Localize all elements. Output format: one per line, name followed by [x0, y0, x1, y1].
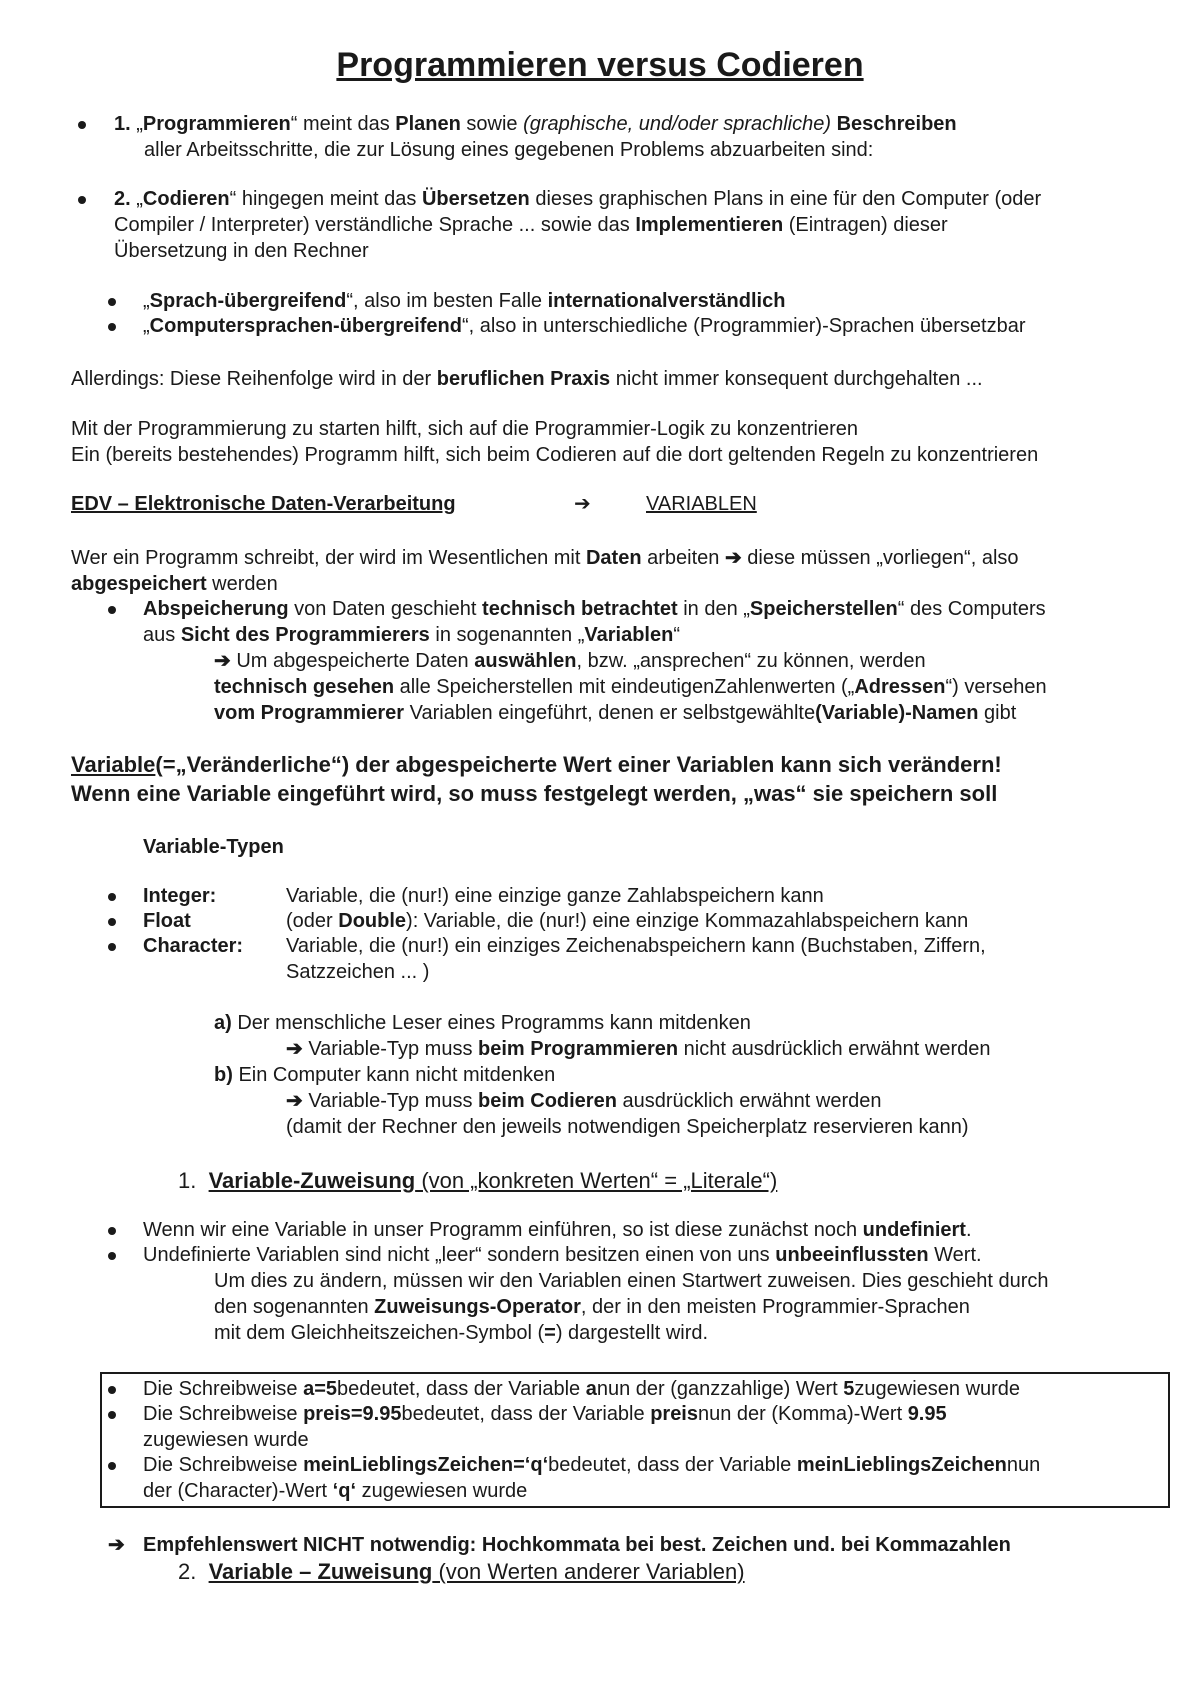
zuweisungs-operator-text: den sogenannten Zuweisungs-Operator, der in den meisten Programmier-Sprachen — [214, 1296, 970, 1318]
type-character-desc-line2: Satzzeichen ... ) — [286, 961, 430, 983]
bullet — [108, 1227, 116, 1235]
bullet — [108, 1386, 116, 1394]
arrow-icon: ➔ — [286, 1038, 303, 1060]
bestehendes-programm-text: Ein (bereits bestehendes) Programm hilft, sich beim Codieren auf die dort geltenden Regeln zu konzentrieren — [71, 444, 1039, 466]
abspeicherung-line2: aus Sicht des Programmierers in sogenannten „Variablen“ — [143, 624, 680, 646]
bullet — [108, 1252, 116, 1260]
variablen-heading: VARIABLEN — [646, 493, 757, 515]
note-b-line2: ➔ Variable-Typ muss beim Codieren ausdrücklich erwähnt werden — [286, 1090, 882, 1112]
undefiniert-text: Wenn wir eine Variable in unser Programm einführen, so ist diese zunächst noch undefiniert. — [143, 1219, 972, 1241]
bullet — [108, 918, 116, 926]
wer-programm-line2: abgespeichert werden — [71, 573, 278, 595]
note-a: a) Der menschliche Leser eines Programms kann mitdenken — [214, 1012, 751, 1034]
abspeicherung-text: Abspeicherung von Daten geschieht technisch betrachtet in den „Speicherstellen“ des Computers — [143, 598, 1046, 620]
wer-programm-text: Wer ein Programm schreibt, der wird im Wesentlichen mit Daten arbeiten ➔ diese müssen „vorliegen“, also — [71, 547, 1019, 569]
allerdings-text: Allerdings: Diese Reihenfolge wird in der beruflichen Praxis nicht immer konsequent durchgehalten ... — [71, 368, 983, 390]
example-integer: Die Schreibweise a=5bedeutet, dass der Variable anun der (ganzzahlige) Wert 5zugewiesen wurde — [143, 1378, 1021, 1400]
variable-types-heading: Variable-Typen — [143, 836, 284, 858]
paragraph-codieren-line3: Übersetzung in den Rechner — [114, 240, 369, 262]
sub-bullet-computersprachen: „Computersprachen-übergreifend“, also in unterschiedliche (Programmier)-Sprachen übersetzbar — [143, 315, 1026, 337]
type-integer-desc: Variable, die (nur!) eine einzige ganze Zahlabspeichern kann — [286, 885, 824, 907]
bullet — [78, 196, 86, 204]
arrow-icon: ➔ — [574, 493, 591, 515]
example-float: Die Schreibweise preis=9.95bedeutet, dass der Variable preisnun der (Komma)-Wert 9.95 — [143, 1403, 947, 1425]
empfehlung-text: Empfehlenswert NICHT notwendig: Hochkommata bei best. Zeichen und. bei Kommazahlen — [143, 1534, 1011, 1556]
paragraph-programmieren-line2: aller Arbeitsschritte, die zur Lösung eines gegebenen Problems abzuarbeiten sind: — [144, 139, 874, 161]
abspeicherung-line5: vom Programmierer Variablen eingeführt, denen er selbstgewählte(Variable)-Namen gibt — [214, 702, 1017, 724]
type-character-name: Character: — [143, 935, 244, 957]
sub-bullet-sprach: „Sprach-übergreifend“, also im besten Falle internationalverständlich — [143, 290, 786, 312]
paragraph-programmieren: 1. „Programmieren“ meint das Planen sowie (graphische, und/oder sprachliche) Beschreiben — [114, 113, 957, 135]
bullet — [108, 943, 116, 951]
type-character-desc: Variable, die (nur!) ein einziges Zeichenabspeichern kann (Buchstaben, Ziffern, — [286, 935, 986, 957]
startwert-text: Um dies zu ändern, müssen wir den Variablen einen Startwert zuweisen. Dies geschieht durch — [214, 1270, 1049, 1292]
note-b-line3: (damit der Rechner den jeweils notwendigen Speicherplatz reservieren kann) — [286, 1116, 969, 1138]
example-character-line2: der (Character)-Wert ‘q‘ zugewiesen wurde — [143, 1480, 528, 1502]
arrow-icon: ➔ — [724, 547, 742, 569]
example-character: Die Schreibweise meinLieblingsZeichen=‘q‘bedeutet, dass der Variable meinLieblingsZeichennun — [143, 1454, 1041, 1476]
undefinierte-variablen-text: Undefinierte Variablen sind nicht „leer“ sondern besitzen einen von uns unbeeinflussten Wert. — [143, 1244, 982, 1266]
paragraph-codieren-line2: Compiler / Interpreter) verständliche Sprache ... sowie das Implementieren (Eintragen) dieser — [114, 214, 948, 236]
abspeicherung-line3: ➔ Um abgespeicherte Daten auswählen, bzw. „ansprechen“ zu können, werden — [214, 650, 926, 672]
note-b: b) Ein Computer kann nicht mitdenken — [214, 1064, 556, 1086]
bullet — [108, 606, 116, 614]
arrow-icon: ➔ — [286, 1090, 303, 1112]
abspeicherung-line4: technisch gesehen alle Speicherstellen mit eindeutigenZahlenwerten („Adressen“) versehen — [214, 676, 1047, 698]
bullet — [78, 121, 86, 129]
variable-definition: Variable(=„Veränderliche“) der abgespeicherte Wert einer Variablen kann sich verändern! — [71, 752, 1002, 777]
type-float-name: Float — [143, 910, 191, 932]
bullet — [108, 298, 116, 306]
section-zuweisung-1: 1. Variable-Zuweisung (von „konkreten Werten“ = „Literale“) — [178, 1168, 778, 1193]
mit-programmierung-text: Mit der Programmierung zu starten hilft, sich auf die Programmier-Logik zu konzentrieren — [71, 418, 858, 440]
bullet — [108, 1462, 116, 1470]
variable-definition-line2: Wenn eine Variable eingeführt wird, so muss festgelegt werden, „was“ sie speichern soll — [71, 781, 998, 806]
note-a-line2: ➔ Variable-Typ muss beim Programmieren nicht ausdrücklich erwähnt werden — [286, 1038, 991, 1060]
example-float-line2: zugewiesen wurde — [143, 1429, 309, 1451]
type-integer-name: Integer: — [143, 885, 217, 907]
arrow-icon: ➔ — [108, 1534, 125, 1556]
bullet — [108, 893, 116, 901]
type-float-desc: (oder Double): Variable, die (nur!) eine einzige Kommazahlabspeichern kann — [286, 910, 969, 932]
edv-heading: EDV – Elektronische Daten-Verarbeitung — [71, 493, 456, 515]
bullet — [108, 323, 116, 331]
arrow-icon: ➔ — [214, 650, 231, 672]
bullet — [108, 1411, 116, 1419]
paragraph-codieren: 2. „Codieren“ hingegen meint das Übersetzen dieses graphischen Plans in eine für den Computer (oder — [114, 188, 1042, 210]
gleichheitszeichen-text: mit dem Gleichheitszeichen-Symbol (=) dargestellt wird. — [214, 1322, 709, 1344]
page-title: Programmieren versus Codieren — [336, 46, 864, 84]
section-zuweisung-2: 2. Variable – Zuweisung (von Werten anderer Variablen) — [178, 1559, 745, 1584]
